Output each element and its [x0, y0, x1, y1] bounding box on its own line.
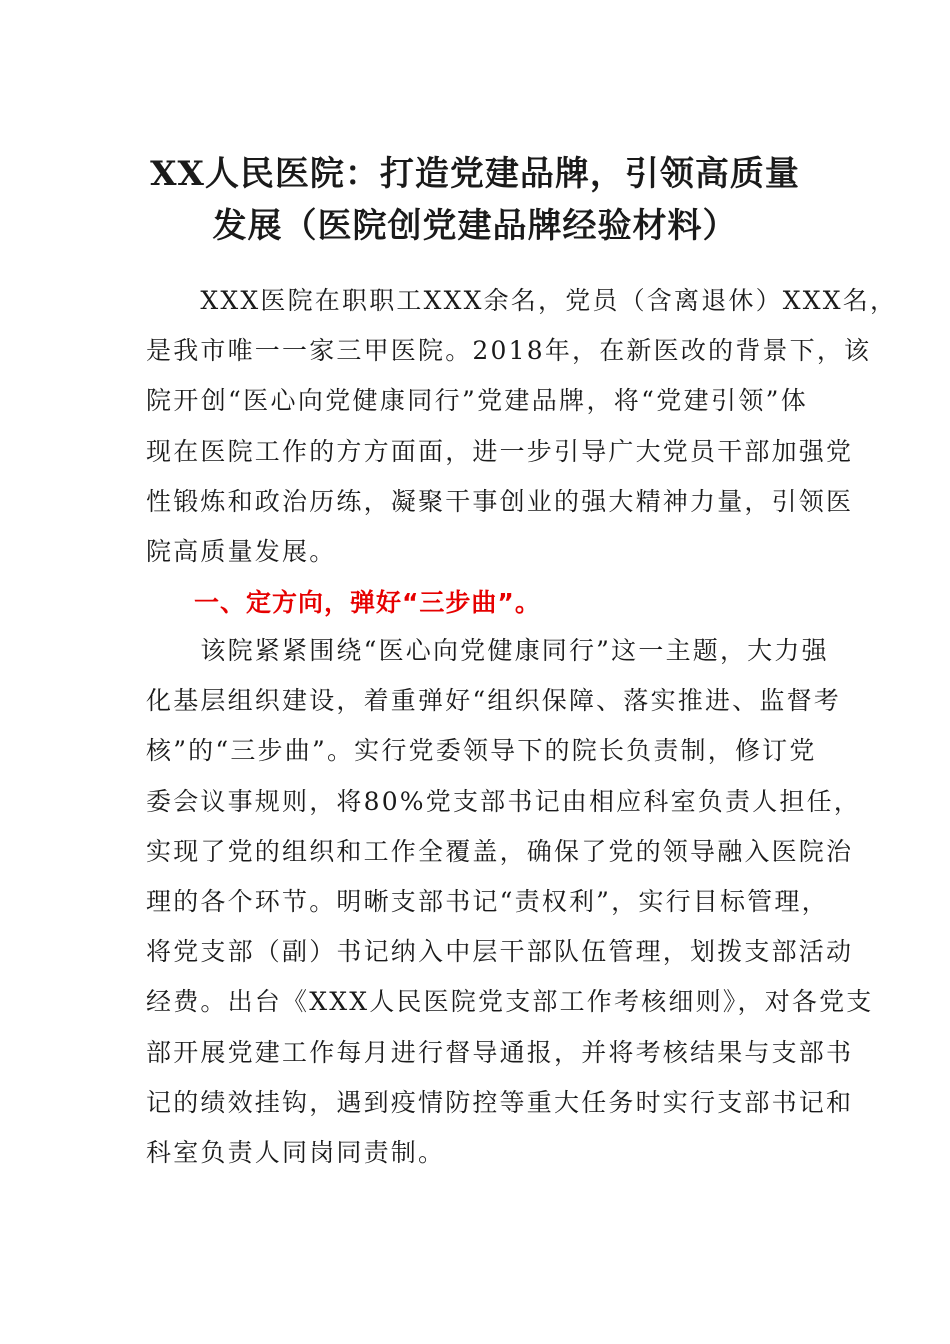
- paragraph-line: 实现了党的组织和工作全覆盖，确保了党的领导融入医院治: [146, 836, 854, 866]
- paragraph-line: 性锻炼和政治历练，凝聚干事创业的强大精神力量，引领医: [146, 486, 854, 516]
- paragraph-line: XXX医院在职职工XXX余名，党员（含离退休）XXX名，: [146, 286, 898, 315]
- paragraph-line: 院开创“医心向党健康同行”党建品牌，将“党建引领”体: [146, 386, 808, 416]
- title-line-2: 发展（医院创党建品牌经验材料）: [212, 206, 738, 246]
- paragraph-line: 记的绩效挂钩，遇到疫情防控等重大任务时实行支部书记和: [146, 1087, 854, 1117]
- title-line-1: XX人民医院：打造党建品牌，引领高质量: [150, 154, 800, 194]
- paragraph-line: 经费。出台《XXX人民医院党支部工作考核细则》，对各党支: [146, 987, 874, 1017]
- section-paragraph: [146, 626, 874, 1178]
- paragraph-line: 是我市唯一一家三甲医院。2018年，在新医改的背景下，该: [146, 336, 872, 366]
- paragraph-line: 委会议事规则，将80%党支部书记由相应科室负责人担任，: [146, 786, 861, 816]
- paragraph-line: 科室负责人同岗同责制。: [146, 1137, 446, 1167]
- paragraph-line: 部开展党建工作每月进行督导通报，并将考核结果与支部书: [146, 1037, 854, 1067]
- paragraph-line: 理的各个环节。明晰支部书记“责权利”，实行目标管理，: [146, 886, 829, 916]
- paragraph-line: 该院紧紧围绕“医心向党健康同行”这一主题，大力强: [146, 636, 829, 665]
- paragraph-line: 核”的“三步曲”。实行党委领导下的院长负责制，修订党: [146, 736, 817, 766]
- intro-paragraph: [146, 276, 898, 577]
- paragraph-line: 将党支部（副）书记纳入中层干部队伍管理，划拨支部活动: [146, 937, 854, 967]
- paragraph-line: 院高质量发展。: [146, 536, 337, 566]
- paragraph-line: 化基层组织建设，着重弹好“组织保障、落实推进、监督考: [146, 686, 841, 716]
- document-title: [130, 148, 820, 252]
- paragraph-line: 现在医院工作的方方面面，进一步引导广大党员干部加强党: [146, 436, 854, 466]
- section-heading: 一、定方向，弹好“三步曲”。: [194, 588, 541, 617]
